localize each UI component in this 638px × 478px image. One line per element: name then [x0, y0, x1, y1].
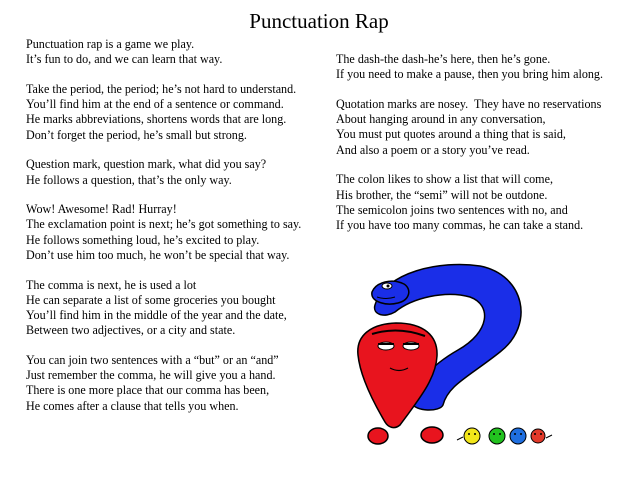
poem-line: There is one more place that our comma has been, [26, 383, 270, 398]
poem-line: The dash-the dash-he’s here, then he’s gone. [336, 52, 551, 66]
poem-line: Wow! Awesome! Rad! Hurray! [26, 202, 177, 217]
poem-line: And also a poem or a story you’ve read. [336, 142, 530, 157]
poem-line: You’ll find him at the end of a sentence or command. [26, 97, 284, 112]
question-mark-pupil [387, 285, 390, 288]
poem-line: His brother, the “semi” will not be outdone. [336, 187, 548, 202]
poem-line: Between two adjectives, or a city and state. [26, 323, 236, 338]
poem-line: About hanging around in any conversation, [336, 112, 546, 127]
comma-dot-characters-icon [457, 428, 552, 444]
dot-character-yellow [464, 428, 480, 444]
poem-line: The exclamation point is next; he’s got something to say. [26, 217, 302, 232]
exclamation-point-character-icon [358, 323, 437, 444]
poem-line: Don’t forget the period, he’s small but strong. [26, 127, 247, 142]
poem-line: He follows something loud, he’s excited to play. [26, 232, 260, 247]
poem-line: Take the period, the period; he’s not hard to understand. [26, 81, 297, 96]
poem-line: Don’t use him too much, he won’t be special that way. [26, 247, 290, 262]
dot-character-blue [510, 428, 526, 444]
dot-character-red [531, 429, 545, 443]
exclamation-dot [368, 428, 388, 444]
dot-character-green [489, 428, 505, 444]
page-title: Punctuation Rap [249, 9, 389, 33]
poem-line: He can separate a list of some groceries you bought [26, 292, 276, 307]
poem-line: You’ll find him in the middle of the year and the date, [26, 308, 287, 322]
exclamation-body [358, 323, 437, 428]
poem-line: It’s fun to do, and we can learn that way. [26, 52, 223, 67]
poem-line: If you have too many commas, he can take a stand. [336, 217, 584, 232]
poem-line: Punctuation rap is a game we play. [26, 37, 195, 51]
poem-line: You must put quotes around a thing that is said, [336, 127, 566, 142]
poem-line: The semicolon joins two sentences with no, and [336, 202, 568, 217]
poem-line: The colon likes to show a list that will come, [336, 172, 553, 187]
poem-line: You can join two sentences with a “but” or an “and” [26, 352, 279, 367]
poem-line: The comma is next, he is used a lot [26, 277, 197, 292]
poem-line: He marks abbreviations, shortens words that are long. [26, 112, 287, 127]
question-mark-dot [421, 427, 443, 443]
poem-line: If you need to make a pause, then you bring him along. [336, 67, 604, 82]
poem-line: Just remember the comma, he will give you a hand. [26, 368, 276, 383]
poem-line: Question mark, question mark, what did you say? [26, 157, 267, 172]
poem-line: He follows a question, that’s the only way. [26, 172, 232, 187]
poem-line: He comes after a clause that tells you when. [26, 398, 239, 413]
poem-line: Quotation marks are nosey. They have no reservations [336, 96, 602, 111]
